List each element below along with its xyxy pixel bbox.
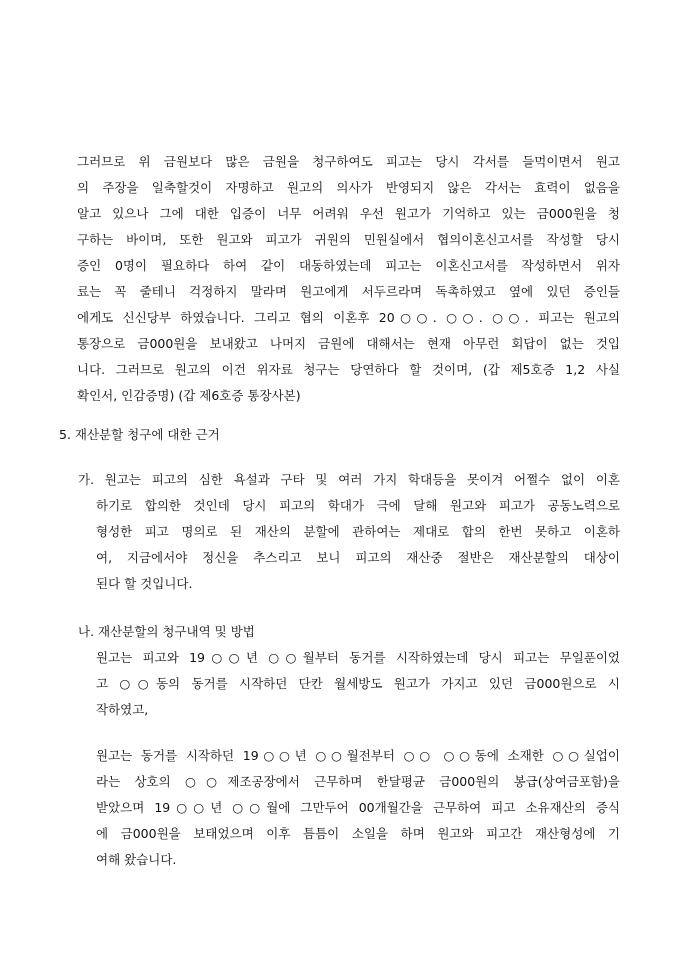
item-title: 나. 재산분할의 청구내역 및 방법 <box>78 624 255 639</box>
text-line: 원고는 피고와 19○○년 ○○월부터 동거를 시작하였는데 당시 피고는 무일푼이었 <box>96 650 620 665</box>
text-line: 받았으며 19○○년 ○○월에 그만두어 00개월간을 근무하여 피고 소유재산의 증식 <box>96 800 620 815</box>
text-line: 고 ○○동의 동거를 시작하던 단칸 월세방도 원고가 가지고 있던 금000원으로 시 <box>96 676 620 691</box>
text-line: 하기로 합의한 것인데 당시 피고의 학대가 극에 달해 원고와 피고가 공동노력으로 <box>96 498 620 513</box>
text-line: 여해 왔습니다. <box>96 852 177 867</box>
text-line: 확인서, 인감증명) (갑 제6호증 통장사본) <box>77 388 301 403</box>
text-line: 료는 꼭 줄테니 걱정하지 말라며 원고에게 서두르라며 독촉하였고 옆에 있던 증인들 <box>77 284 620 299</box>
text-line: 형성한 피고 명의로 된 재산의 분할에 관하여는 제대로 합의 한번 못하고 이혼하 <box>96 524 620 539</box>
text-line: 라는 상호의 ○○제조공장에서 근무하며 한달평균 금000원의 봉급(상여금포함)을 <box>96 774 620 789</box>
text-line: 의 주장을 일축할것이 자명하고 원고의 의사가 반영되지 않은 각서는 효력이 없음을 <box>77 180 620 195</box>
text-line: 에게도 신신당부 하였습니다. 그리고 협의 이혼후 20○○. ○○. ○○. 피고는 원고의 <box>77 310 620 325</box>
text-line: 니다. 그러므로 원고의 이건 위자료 청구는 당연하다 할 것이며, (갑 제5호증 1,2 사실 <box>77 362 620 377</box>
text-line: 된다 할 것입니다. <box>96 576 193 591</box>
text-line: 알고 있으나 그에 대한 입증이 너무 어려워 우선 원고가 기억하고 있는 금000원을 청 <box>77 206 620 221</box>
text-line: 여, 지금에서야 정신을 추스리고 보니 피고의 재산중 절반은 재산분할의 대상이 <box>96 550 620 565</box>
text-line: 통장으로 금000원을 보내왔고 나머지 금원에 대해서는 현재 아무런 회답이 없는 것입 <box>77 336 620 351</box>
section-heading: 5. 재산분할 청구에 대한 근거 <box>59 427 220 442</box>
text-line: 에 금000원을 보태었으며 이후 틈틈이 소일을 하며 원고와 피고간 재산형성에 기 <box>96 826 620 841</box>
text-line: 그러므로 위 금원보다 많은 금원을 청구하여도 피고는 당시 각서를 들먹이면서 원고 <box>77 154 620 169</box>
text-line: 가. 원고는 피고의 심한 욕설과 구타 및 여러 가지 학대등을 못이겨 어쩔수 없이 이혼 <box>78 472 620 487</box>
text-line: 작하였고, <box>96 702 149 717</box>
text-line: 증인 0명이 필요하다 하여 같이 대동하였는데 피고는 이혼신고서를 작성하면서 위자 <box>77 258 620 273</box>
text-line: 구하는 바이며, 또한 원고와 피고가 귀원의 민원실에서 협의이혼신고서를 작성할 당시 <box>77 232 620 247</box>
text-line: 원고는 동거를 시작하던 19○○년 ○○월전부터 ○○ ○○동에 소재한 ○○실업이 <box>96 748 620 763</box>
